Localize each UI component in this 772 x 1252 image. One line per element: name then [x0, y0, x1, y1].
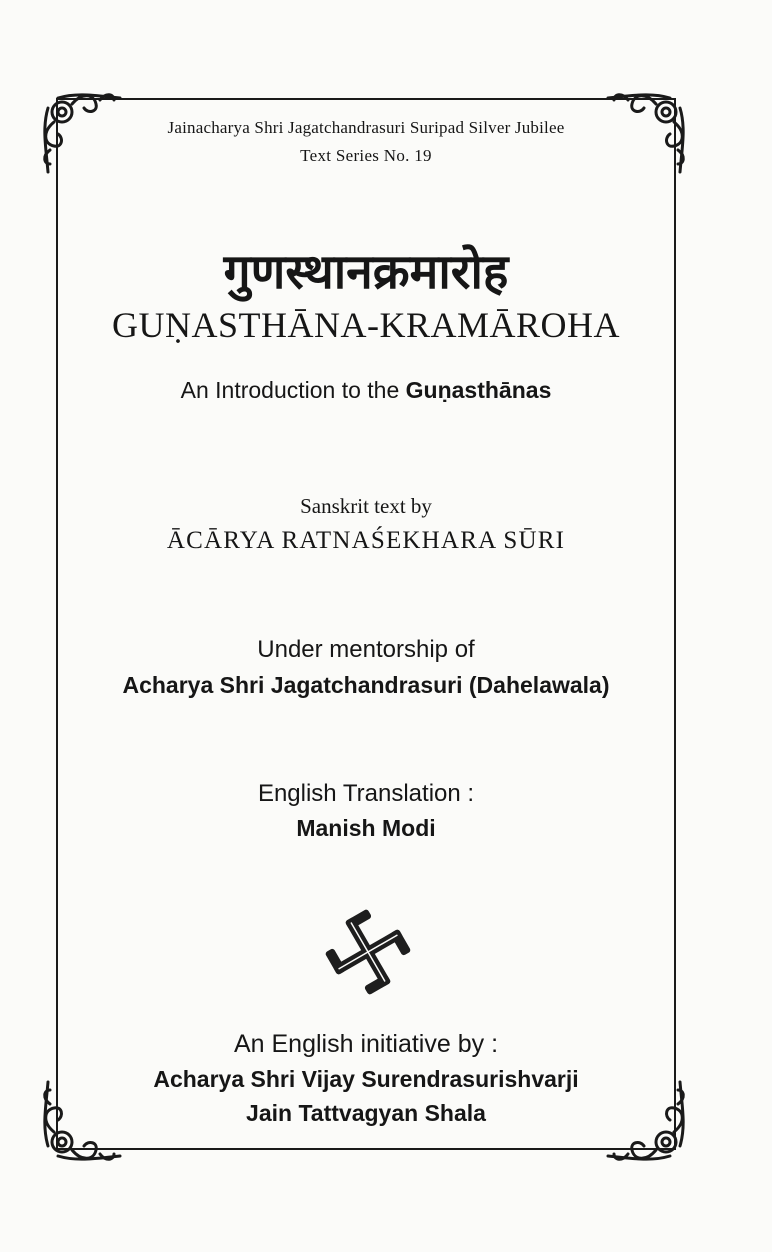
translation-label: English Translation : [257, 780, 475, 807]
title-english: GUṆASTHĀNA-KRAMĀROHA [111, 305, 620, 345]
series-title-line1: Jainacharya Shri Jagatchandrasuri Suripad Silver Jubilee [167, 118, 565, 137]
subtitle-emphasis: Guṇasthānas [405, 377, 552, 403]
swastika-emblem-icon [316, 900, 420, 1004]
mentorship-label: Under mentorship of [257, 636, 475, 663]
author-name: ĀCĀRYA RATNAŚEKHARA SŪRI [166, 527, 566, 554]
translator-name: Manish Modi [296, 815, 436, 841]
initiative-name-line2: Jain Tattvagyan Shala [246, 1100, 486, 1126]
subtitle-prefix: An Introduction to the [180, 377, 406, 403]
sanskrit-text-label: Sanskrit text by [300, 494, 432, 518]
title-devanagari: गुणस्थानक्रमारोह [223, 244, 509, 300]
initiative-label: An English initiative by : [233, 1030, 499, 1058]
mentor-name: Acharya Shri Jagatchandrasuri (Dahelawala) [122, 672, 610, 698]
subtitle [60, 377, 672, 404]
initiative-name-line1: Acharya Shri Vijay Surendrasurishvarji [153, 1066, 579, 1092]
series-title-line2: Text Series No. 19 [300, 146, 432, 165]
